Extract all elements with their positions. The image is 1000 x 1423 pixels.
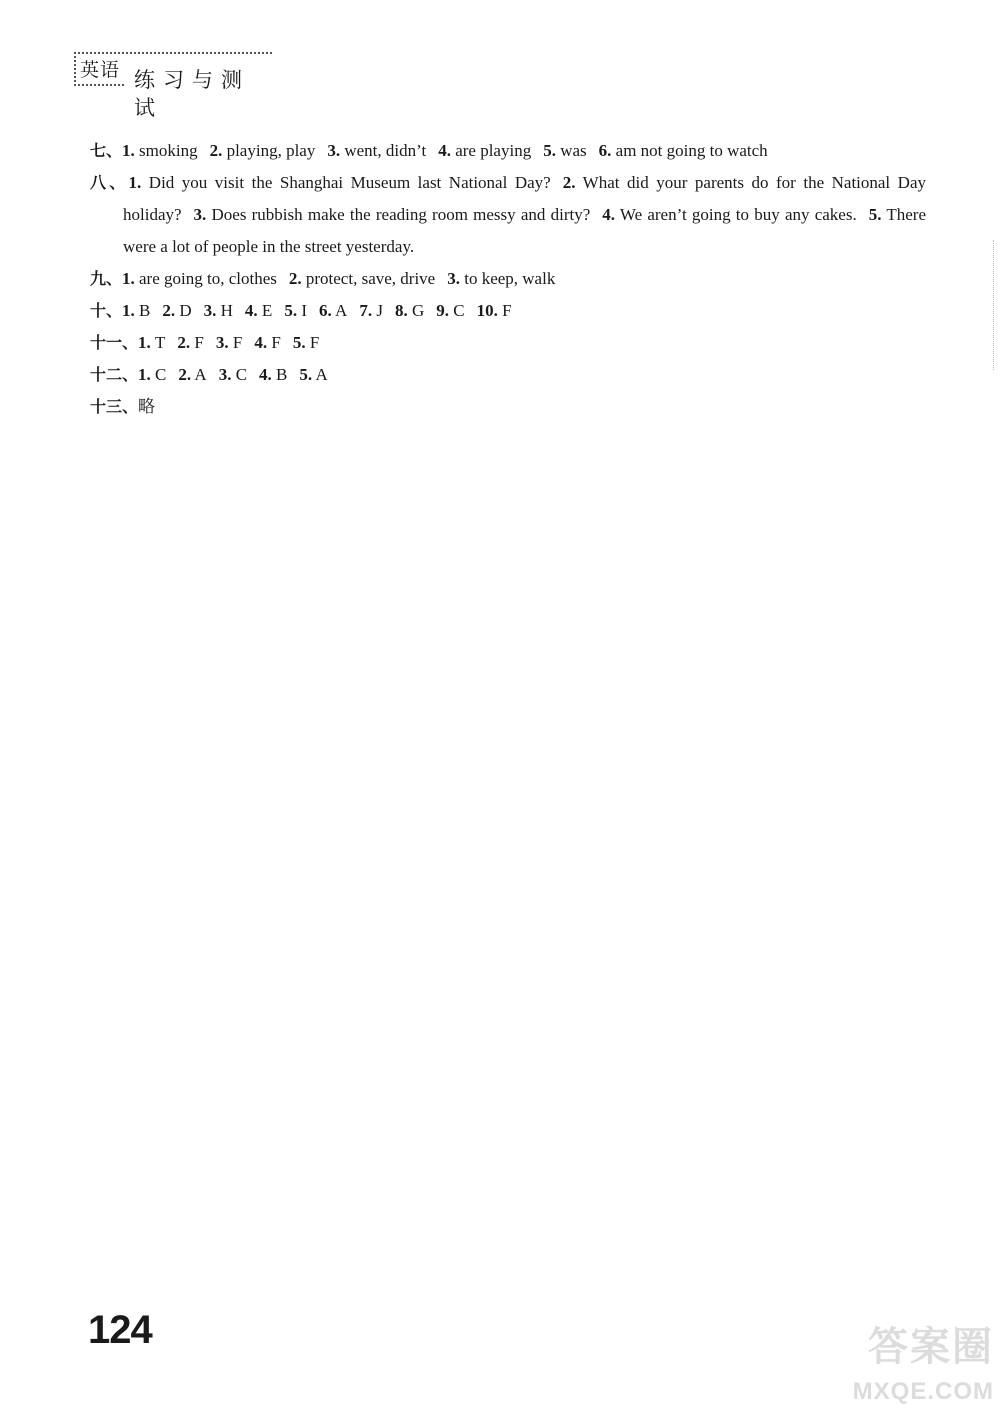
item-text: B [134, 301, 151, 320]
item-number: 1. [122, 301, 135, 320]
section-numeral: 七、 [90, 141, 123, 160]
answer-item [447, 269, 555, 288]
answer-item [219, 365, 247, 384]
answer-item [122, 301, 150, 320]
answer-item [162, 301, 191, 320]
item-number: 4. [244, 301, 258, 320]
section-8 [90, 167, 926, 263]
answer-item [138, 333, 165, 352]
answer-item [129, 173, 551, 192]
item-text: Did you visit the Shanghai Museum last National Day? [141, 173, 551, 192]
answer-item [194, 205, 591, 224]
scan-edge-marks [987, 240, 994, 370]
page-header [74, 52, 274, 120]
item-number: 9. [436, 301, 449, 320]
section-numeral: 九、 [90, 269, 123, 288]
item-text: J [372, 301, 383, 320]
section-11 [90, 327, 926, 359]
item-number: 1. [122, 141, 135, 160]
item-text: F [267, 333, 281, 352]
item-number: 3. [218, 365, 232, 384]
item-number: 6. [318, 301, 332, 320]
item-text: C [231, 365, 248, 384]
item-text: protect, save, drive [301, 269, 436, 288]
item-text: 略 [138, 397, 156, 416]
answer-item [293, 333, 319, 352]
item-text: was [555, 141, 587, 160]
item-text: E [257, 301, 273, 320]
item-number: 4. [602, 205, 615, 224]
watermark-cn-text: 答案圈 [868, 1324, 994, 1370]
site-watermark [846, 1317, 996, 1417]
item-text: H [216, 301, 233, 320]
answer-item [138, 397, 155, 416]
answer-item [216, 333, 242, 352]
item-number: 10. [476, 301, 498, 320]
item-text: A [191, 365, 207, 384]
section-13 [90, 391, 926, 423]
item-number: 2. [562, 173, 576, 192]
book-title: 练习与测试 [134, 68, 250, 120]
answer-item [543, 141, 586, 160]
item-number: 3. [327, 141, 341, 160]
answer-item [259, 365, 287, 384]
answer-item [204, 301, 233, 320]
item-number: 2. [178, 365, 192, 384]
item-number: 4. [259, 365, 272, 384]
item-text: T [150, 333, 166, 352]
item-text: F [305, 333, 320, 352]
item-number: 8. [394, 301, 408, 320]
section-12 [90, 359, 926, 391]
answer-item [254, 333, 280, 352]
item-number: 3. [193, 205, 207, 224]
item-text: to keep, walk [459, 269, 556, 288]
item-text: C [448, 301, 465, 320]
section-numeral: 十二、 [90, 365, 139, 384]
item-text: F [497, 301, 512, 320]
answer-item [359, 301, 383, 320]
watermark-en-text: MXQE.COM [852, 1378, 994, 1405]
item-text: are playing [450, 141, 532, 160]
item-number: 3. [203, 301, 217, 320]
item-number: 2. [288, 269, 302, 288]
item-text: Does rubbish make the reading room messy and dirty? [206, 205, 591, 224]
item-text: I [297, 301, 307, 320]
item-text: went, didn’t [340, 141, 427, 160]
item-number: 5. [868, 205, 882, 224]
subject-label: 英语 [74, 56, 124, 86]
item-number: 3. [215, 333, 229, 352]
item-number: 1. [122, 269, 135, 288]
item-text: C [150, 365, 167, 384]
section-9 [90, 263, 926, 295]
section-numeral: 十一、 [90, 333, 139, 352]
page-number: 124 [88, 1308, 152, 1352]
answer-item [284, 301, 307, 320]
item-number: 2. [162, 301, 176, 320]
answer-item [289, 269, 435, 288]
item-text: F [228, 333, 243, 352]
answer-item [602, 205, 856, 224]
answer-item [477, 301, 512, 320]
answer-item [299, 365, 327, 384]
item-number: 5. [284, 301, 298, 320]
item-number: 5. [299, 365, 313, 384]
answer-content [90, 135, 926, 423]
item-number: 4. [438, 141, 451, 160]
item-text: smoking [134, 141, 198, 160]
answer-item [138, 365, 166, 384]
item-number: 5. [543, 141, 556, 160]
answer-item [438, 141, 531, 160]
item-number: 7. [359, 301, 373, 320]
answer-item [245, 301, 272, 320]
section-7 [90, 135, 926, 167]
section-numeral: 十、 [90, 301, 123, 320]
answer-item [327, 141, 426, 160]
header-dotted-rule [74, 52, 272, 54]
item-text: A [331, 301, 348, 320]
item-number: 5. [292, 333, 306, 352]
item-number: 3. [447, 269, 460, 288]
item-text: playing, play [222, 141, 316, 160]
item-text: F [190, 333, 204, 352]
item-text: What did your parents do for the National Day holiday? [123, 173, 926, 224]
item-text: We aren’t going to buy any cakes. [615, 205, 857, 224]
section-numeral: 十三、 [90, 397, 139, 416]
item-number: 1. [138, 365, 151, 384]
answer-item [122, 141, 198, 160]
answer-item [177, 333, 203, 352]
answer-item [122, 269, 277, 288]
item-number: 6. [598, 141, 612, 160]
section-10 [90, 295, 926, 327]
item-number: 1. [138, 333, 151, 352]
section-numeral: 八、 [90, 173, 129, 192]
item-number: 2. [209, 141, 223, 160]
answer-item [319, 301, 347, 320]
answer-item [178, 365, 206, 384]
item-number: 4. [254, 333, 268, 352]
answer-item [436, 301, 464, 320]
item-text: am not going to watch [611, 141, 768, 160]
answer-item [599, 141, 768, 160]
item-text: G [407, 301, 425, 320]
item-text: D [175, 301, 192, 320]
item-number: 2. [177, 333, 191, 352]
answer-item [395, 301, 424, 320]
item-text: There were a lot of people in the street yesterday. [123, 205, 926, 256]
item-text: A [312, 365, 328, 384]
item-number: 1. [128, 173, 142, 192]
item-text: are going to, clothes [134, 269, 277, 288]
item-text: B [271, 365, 288, 384]
answer-item [210, 141, 316, 160]
